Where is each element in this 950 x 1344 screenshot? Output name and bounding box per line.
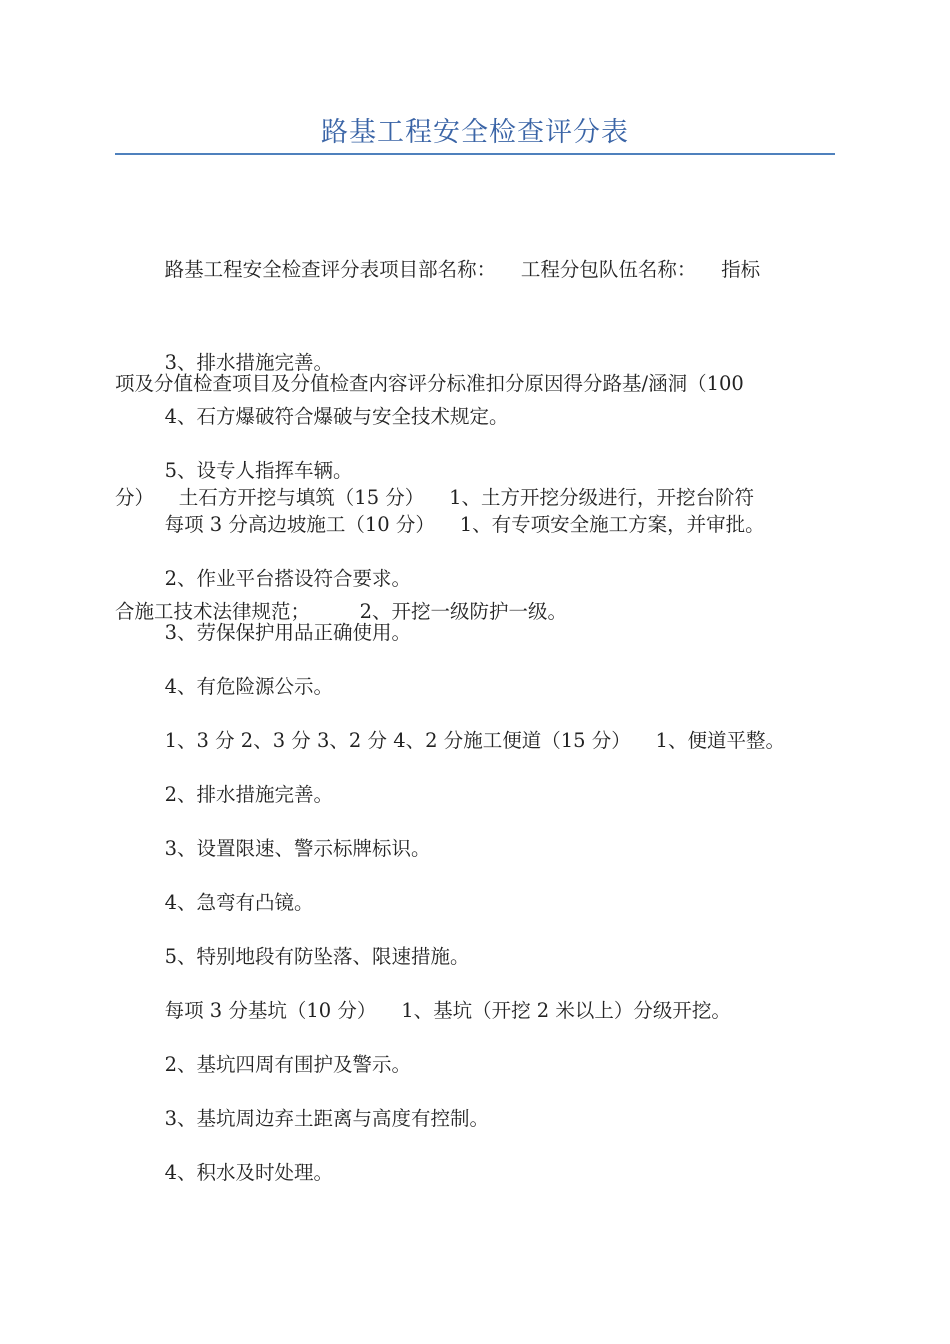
paragraph: 5、特别地段有防坠落、限速措施。	[115, 945, 470, 968]
paragraph: 3、排水措施完善。	[115, 351, 333, 374]
paragraph: 4、有危险源公示。	[115, 675, 333, 698]
paragraph: 3、设置限速、警示标牌标识。	[115, 837, 431, 860]
document-title: 路基工程安全检查评分表	[321, 117, 629, 148]
paragraph: 3、劳保保护用品正确使用。	[115, 621, 411, 644]
paragraph: 每项 3 分高边坡施工（10 分） 1、有专项安全施工方案，并审批。	[115, 513, 765, 536]
paragraph: 5、设专人指挥车辆。	[115, 459, 353, 482]
intro-line: 项及分值检查项目及分值检查内容评分标准扣分原因得分路基/涵洞（100	[115, 372, 744, 395]
intro-line: 分） 土石方开挖与填筑（15 分） 1、土方开挖分级进行，开挖台阶符	[115, 486, 755, 509]
intro-line: 合施工技术法律规范； 2、开挖一级防护一级。	[115, 600, 567, 623]
paragraph: 3、基坑周边弃土距离与高度有控制。	[115, 1107, 489, 1130]
paragraph: 4、急弯有凸镜。	[115, 891, 314, 914]
paragraph: 2、作业平台搭设符合要求。	[115, 567, 411, 590]
paragraph: 2、基坑四周有围护及警示。	[115, 1053, 411, 1076]
paragraph: 4、石方爆破符合爆破与安全技术规定。	[115, 405, 509, 428]
paragraph: 4、积水及时处理。	[115, 1161, 333, 1184]
paragraph: 2、排水措施完善。	[115, 783, 333, 806]
title-underline	[115, 153, 835, 155]
paragraph: 1、3 分 2、3 分 3、2 分 4、2 分施工便道（15 分） 1、便道平整。	[115, 729, 785, 752]
intro-line: 路基工程安全检查评分表项目部名称： 工程分包队伍名称： 指标	[115, 258, 761, 281]
paragraph: 每项 3 分基坑（10 分） 1、基坑（开挖 2 米以上）分级开挖。	[115, 999, 731, 1022]
